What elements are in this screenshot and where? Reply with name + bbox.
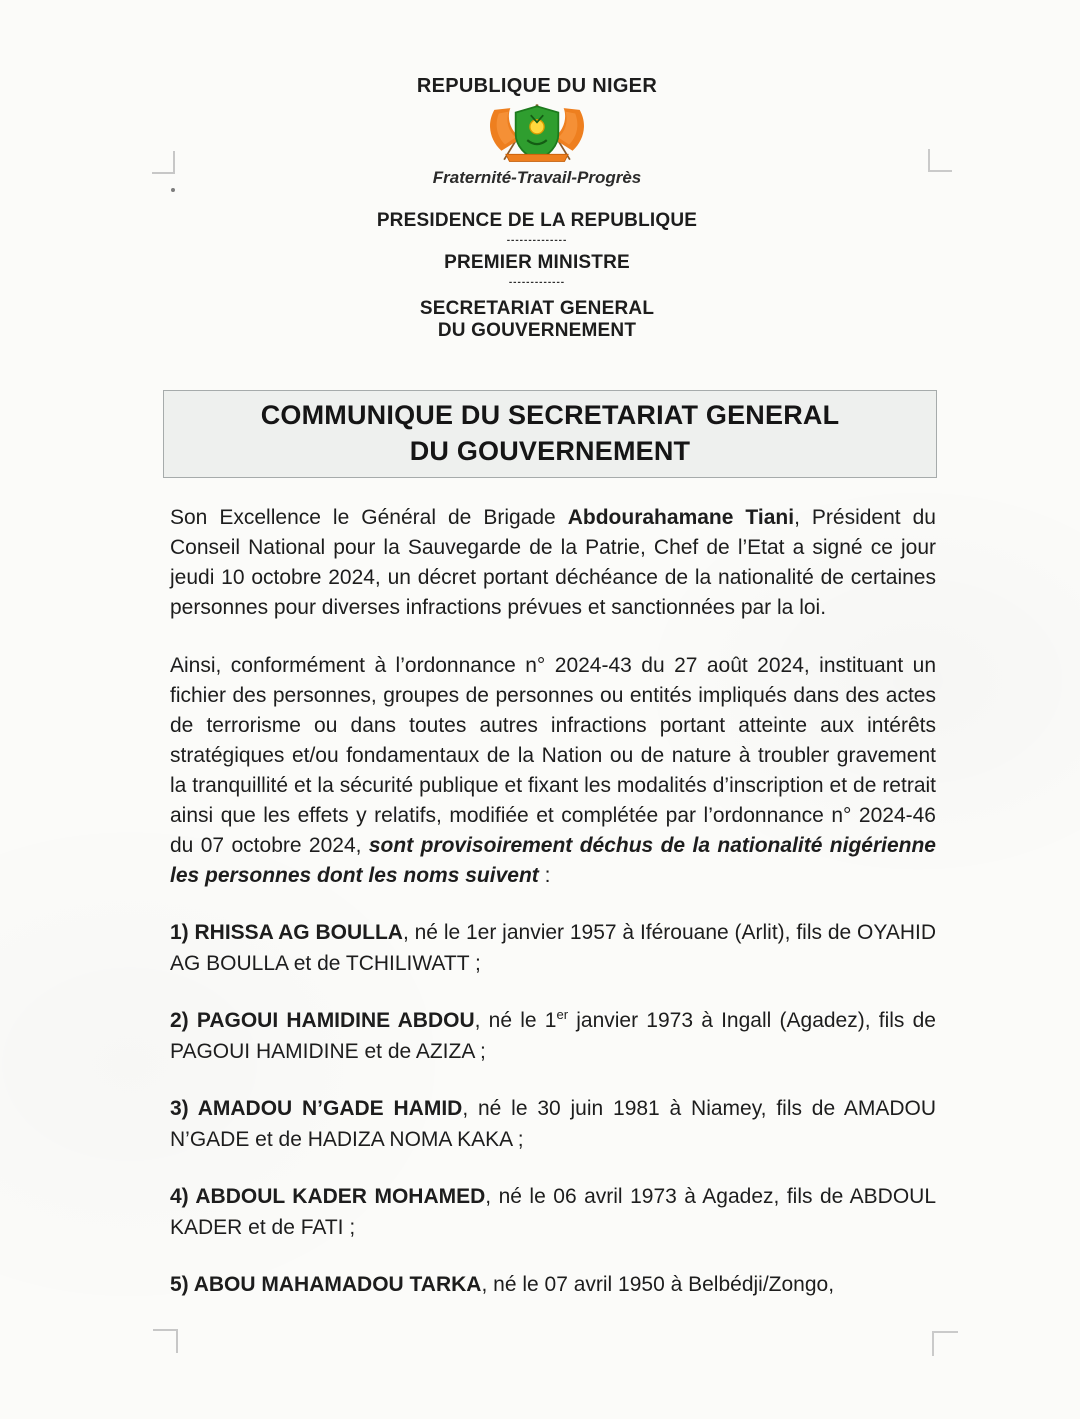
secretariat-heading — [167, 298, 907, 342]
person-name: 1) RHISSA AG BOULLA — [170, 921, 403, 944]
person-name: 4) ABDOUL KADER MOHAMED — [170, 1185, 486, 1208]
scan-dot-artifact — [171, 188, 175, 192]
ordinal-superscript: er — [556, 1007, 569, 1022]
person-details: , né le 1er janvier 1957 à Iférouane (Arlit), fils de OYAHID AG BOULLA et de TCHILIWATT ; — [170, 921, 936, 975]
list-item-1 — [170, 917, 936, 979]
scan-corner-mark-bottom-right — [932, 1331, 958, 1356]
paragraph-legal-basis — [170, 651, 936, 891]
scan-corner-mark-bottom-left — [153, 1329, 178, 1353]
communique-title-line2: DU GOUVERNEMENT — [409, 436, 691, 466]
paragraph-legal-end: : — [538, 864, 551, 887]
list-item-2 — [170, 1005, 936, 1067]
person-name: 5) ABOU MAHAMADOU TARKA — [170, 1273, 482, 1296]
paragraph-intro — [170, 503, 936, 623]
letterhead — [167, 0, 907, 342]
niger-coat-of-arms-icon — [167, 101, 907, 165]
communique-title-box — [163, 390, 937, 478]
dashed-divider: -------------- — [506, 235, 568, 246]
scan-corner-mark-top-right — [928, 149, 952, 172]
secretariat-line2: DU GOUVERNEMENT — [437, 320, 637, 341]
person-name: 3) AMADOU N’GADE HAMID — [170, 1097, 463, 1120]
list-item-3 — [170, 1093, 936, 1155]
paragraph-legal-start: Ainsi, conformément à l’ordonnance n° 2024-43 du 27 août 2024, instituant un fichier des personnes, groupes de personnes ou entités impliqués dans des actes de terrorisme ou dans toutes autres infractions portant atteinte aux intérêts stratégiques et/ou fondamentaux de la Nation ou de nature à troubler gravement la tranquillité et la sécurité publique et fixant les modalités d’inscription et de retrait ainsi que les effets y relatifs, modifiée et complétée par l’ordonnance n° 2024-46 du 07 octobre 2024, — [170, 654, 936, 857]
person-name: 2) PAGOUI HAMIDINE ABDOU — [170, 1009, 475, 1032]
secretariat-line1: SECRETARIAT GENERAL — [419, 298, 655, 319]
dashed-divider: ------------- — [508, 277, 566, 288]
person-details: , né le 30 juin 1981 à Niamey, fils de AMADOU N’GADE et de HADIZA NOMA KAKA ; — [170, 1097, 936, 1151]
person-details: , né le 06 avril 1973 à Agadez, fils de ABDOUL KADER et de FATI ; — [170, 1185, 936, 1239]
paragraph-intro-end: , Président du Conseil National pour la Sauvegarde de la Patrie, Chef de l’Etat a signé ce jour jeudi 10 octobre 2024, un décret portant déchéance de la nationalité de certaines personnes pour diverses infractions prévues et sanctionnées par la loi. — [170, 506, 936, 619]
person-details-cont: janvier 1973 à Ingall (Agadez), fils de PAGOUI HAMIDINE et de AZIZA ; — [170, 1009, 936, 1063]
presidency-heading: PRESIDENCE DE LA REPUBLIQUE — [376, 210, 698, 231]
president-name: Abdourahamane Tiani — [567, 506, 795, 529]
deprivation-statement: sont provisoirement déchus de la nationalité nigérienne les personnes dont les noms suivent — [170, 834, 936, 887]
communique-title-line1: COMMUNIQUE DU SECRETARIAT GENERAL — [260, 400, 840, 430]
person-details: , né le 1 — [474, 1009, 557, 1032]
person-details: , né le 07 avril 1950 à Belbédji/Zongo, — [481, 1273, 835, 1296]
list-item-4 — [170, 1181, 936, 1243]
list-item-5 — [170, 1269, 936, 1300]
prime-minister-heading: PREMIER MINISTRE — [444, 252, 630, 273]
scan-corner-mark-top-left — [152, 151, 175, 174]
paragraph-intro-start: Son Excellence le Général de Brigade — [170, 506, 568, 529]
national-motto: Fraternité-Travail-Progrès — [432, 168, 642, 187]
communique-body — [170, 503, 936, 1300]
country-title: REPUBLIQUE DU NIGER — [416, 75, 658, 97]
